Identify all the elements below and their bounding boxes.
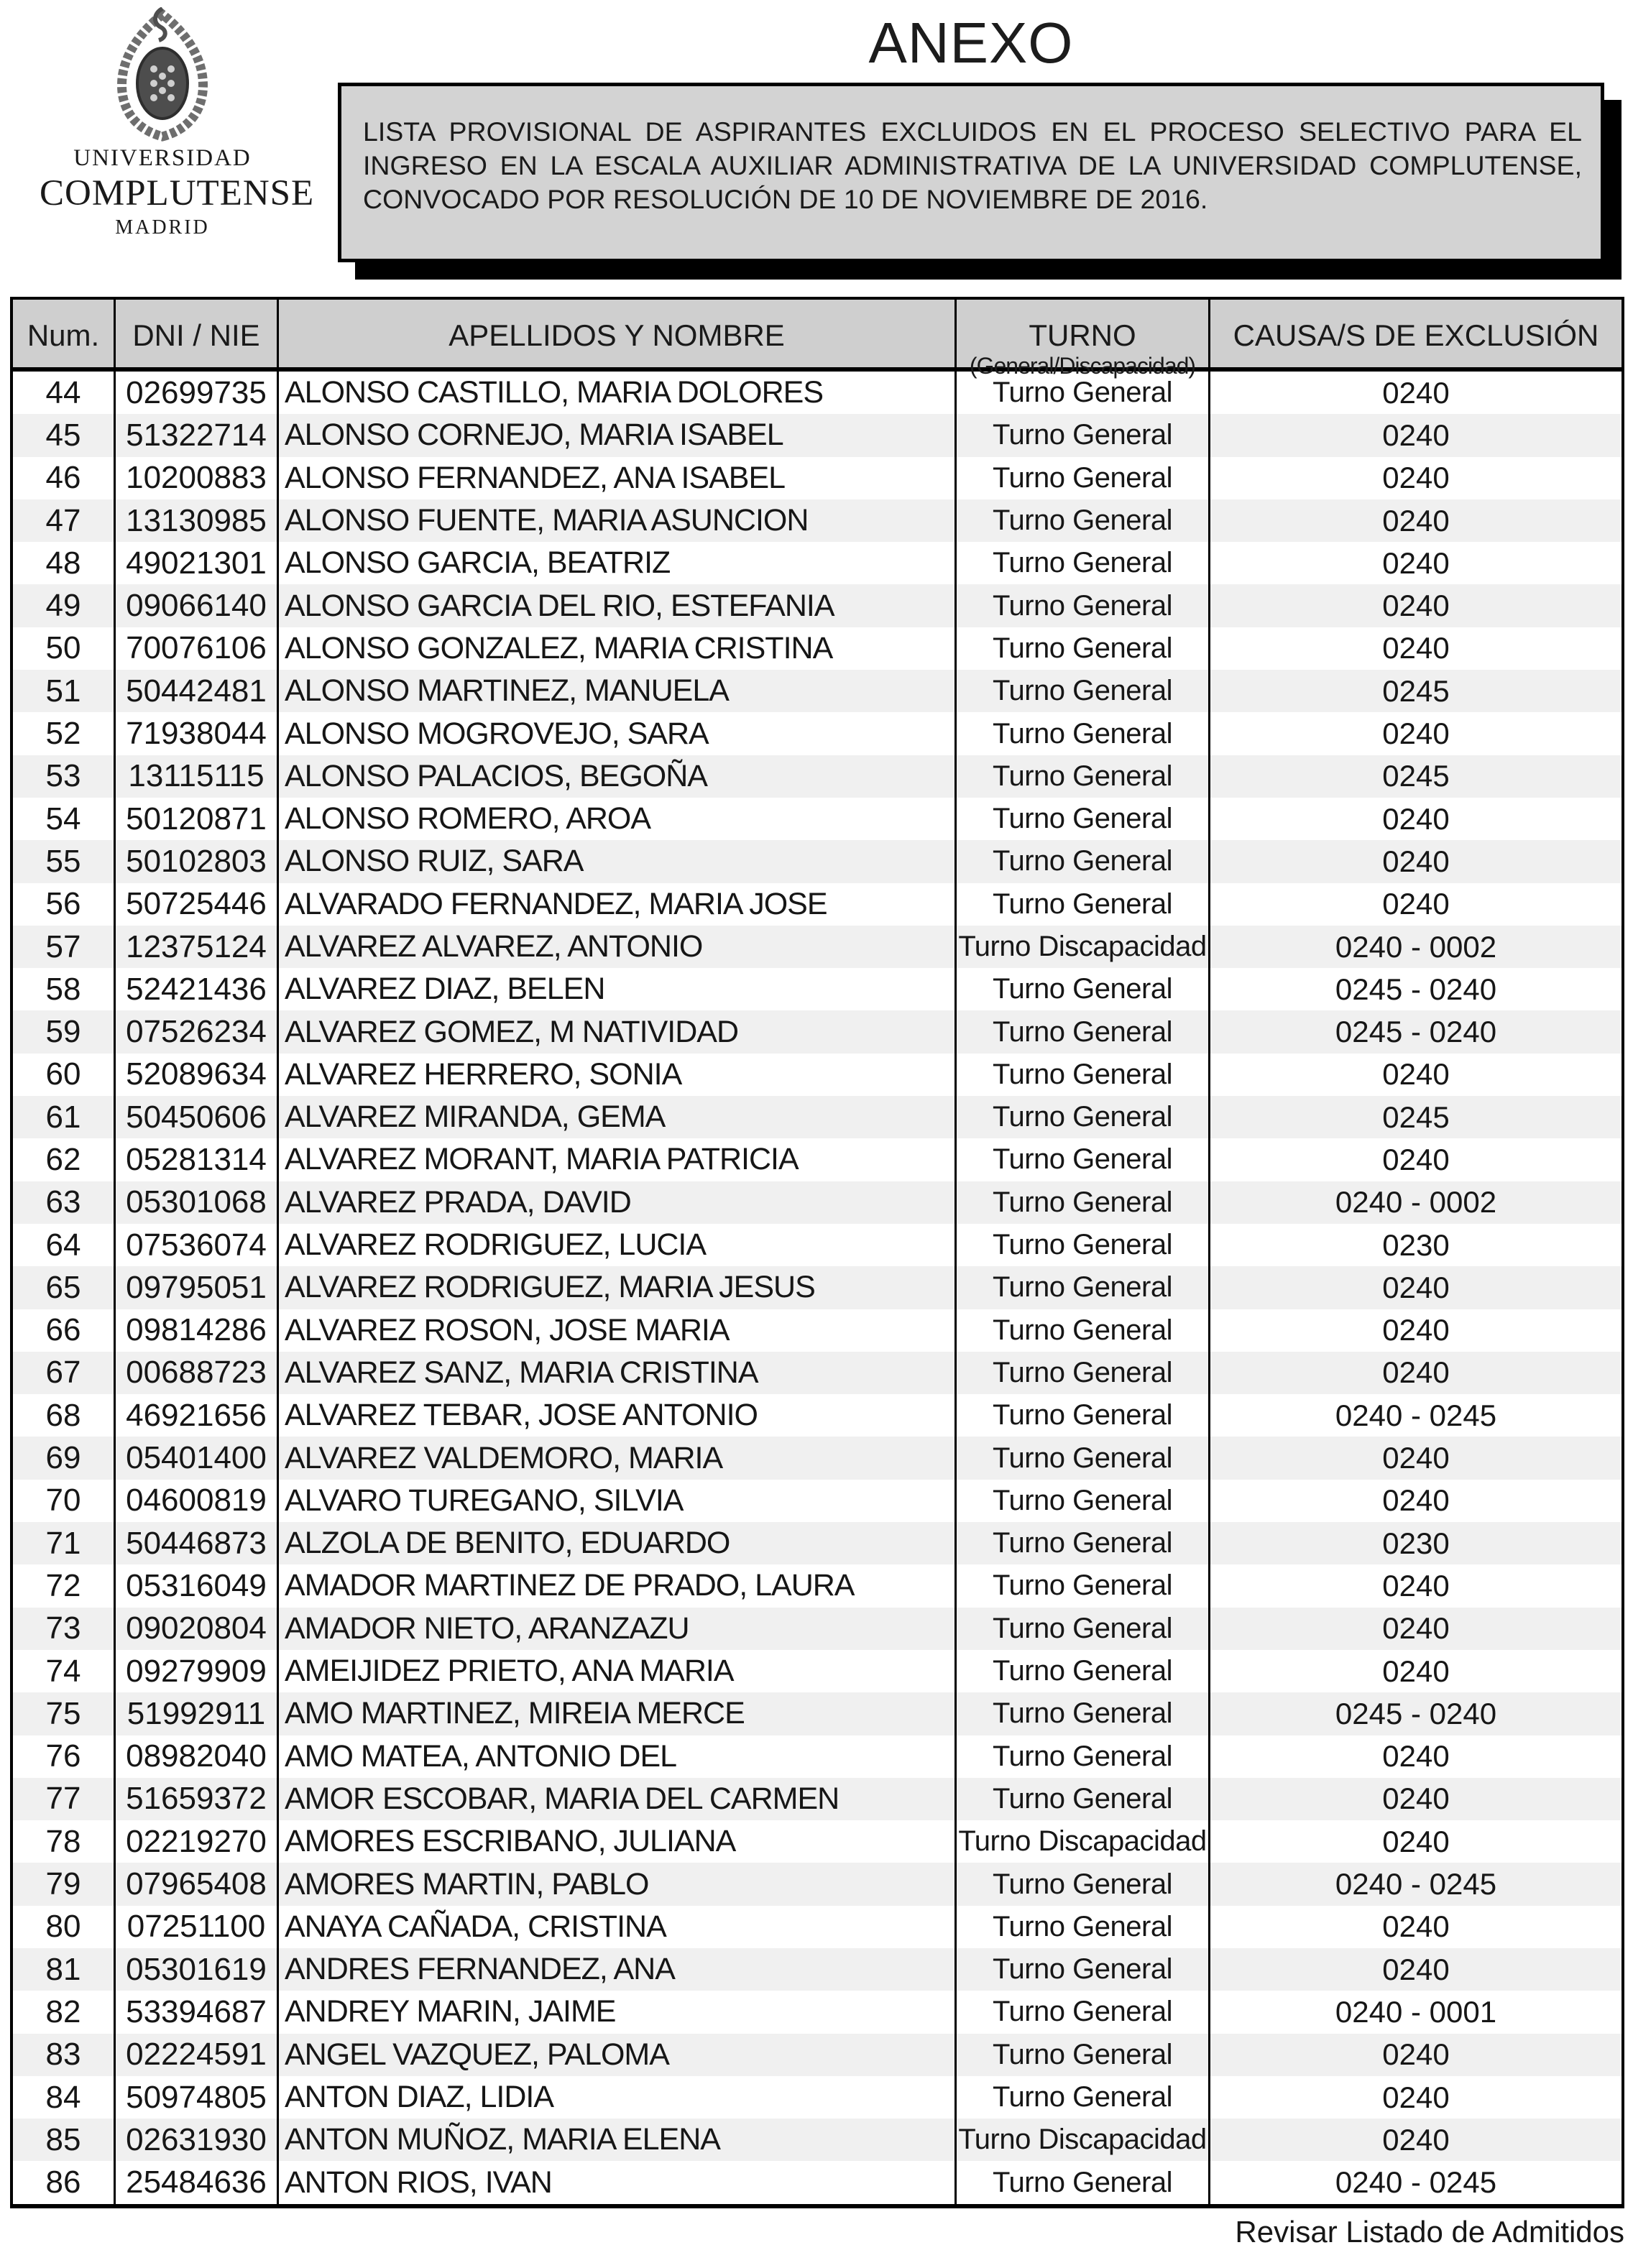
cell-turno: Turno General bbox=[954, 755, 1208, 798]
logo-text-madrid: MADRID bbox=[115, 216, 210, 239]
cell-name: AMEIJIDEZ PRIETO, ANA MARIA bbox=[277, 1650, 954, 1692]
cell-name: ALONSO FUENTE, MARIA ASUNCION bbox=[277, 499, 954, 542]
cell-name: ALVAREZ HERRERO, SONIA bbox=[277, 1054, 954, 1096]
cell-causa: 0240 bbox=[1208, 584, 1622, 627]
cell-causa: 0240 bbox=[1208, 798, 1622, 840]
header-num: Num. bbox=[27, 318, 100, 352]
cell-name: ALONSO MOGROVEJO, SARA bbox=[277, 712, 954, 755]
cell-num: 56 bbox=[45, 886, 81, 922]
cell-dni: 51322714 bbox=[114, 414, 277, 456]
table-row bbox=[13, 1266, 1622, 1309]
cell-name: AMADOR MARTINEZ DE PRADO, LAURA bbox=[277, 1564, 954, 1607]
table-row bbox=[13, 2119, 1622, 2161]
cell-dni: 09020804 bbox=[114, 1608, 277, 1650]
cell-dni: 07251100 bbox=[114, 1906, 277, 1948]
table-row bbox=[13, 372, 1622, 414]
cell-name: ALONSO MARTINEZ, MANUELA bbox=[277, 670, 954, 712]
cell-turno: Turno General bbox=[954, 1608, 1208, 1650]
cell-dni: 02219270 bbox=[114, 1820, 277, 1863]
cell-causa: 0240 bbox=[1208, 1735, 1622, 1778]
table-row bbox=[13, 798, 1622, 840]
cell-causa: 0240 bbox=[1208, 457, 1622, 499]
cell-turno: Turno General bbox=[954, 1863, 1208, 1905]
cell-dni: 07536074 bbox=[114, 1224, 277, 1266]
cell-turno: Turno General bbox=[954, 1224, 1208, 1266]
table-body bbox=[13, 372, 1622, 2204]
cell-dni: 50446873 bbox=[114, 1522, 277, 1564]
table-row bbox=[13, 1820, 1622, 1863]
cell-turno: Turno General bbox=[954, 2076, 1208, 2119]
cell-turno: Turno General bbox=[954, 584, 1208, 627]
cell-name: ANTON RIOS, IVAN bbox=[277, 2161, 954, 2203]
table-row bbox=[13, 1181, 1622, 1224]
cell-dni: 05316049 bbox=[114, 1564, 277, 1607]
table-row bbox=[13, 1735, 1622, 1778]
cell-num: 53 bbox=[45, 758, 81, 794]
cell-name: AMOR ESCOBAR, MARIA DEL CARMEN bbox=[277, 1778, 954, 1820]
cell-num: 73 bbox=[45, 1610, 81, 1646]
table-row bbox=[13, 926, 1622, 968]
cell-name: ANTON DIAZ, LIDIA bbox=[277, 2076, 954, 2119]
table-row bbox=[13, 2161, 1622, 2203]
cell-causa: 0245 - 0240 bbox=[1208, 1692, 1622, 1735]
cell-turno: Turno General bbox=[954, 1906, 1208, 1948]
cell-num: 55 bbox=[45, 843, 81, 879]
cell-dni: 13130985 bbox=[114, 499, 277, 542]
cell-dni: 71938044 bbox=[114, 712, 277, 755]
cell-causa: 0245 bbox=[1208, 755, 1622, 798]
cell-num: 59 bbox=[45, 1014, 81, 1050]
cell-causa: 0245 bbox=[1208, 670, 1622, 712]
cell-name: ALVAREZ VALDEMORO, MARIA bbox=[277, 1437, 954, 1479]
cell-name: ALVAREZ DIAZ, BELEN bbox=[277, 968, 954, 1010]
cell-num: 46 bbox=[45, 460, 81, 496]
table-row bbox=[13, 1692, 1622, 1735]
cell-turno: Turno General bbox=[954, 1309, 1208, 1352]
cell-causa: 0240 bbox=[1208, 627, 1622, 670]
cell-num: 68 bbox=[45, 1397, 81, 1433]
cell-causa: 0230 bbox=[1208, 1522, 1622, 1564]
cell-turno: Turno Discapacidad bbox=[954, 926, 1208, 968]
cell-causa: 0240 bbox=[1208, 1820, 1622, 1863]
cell-turno: Turno General bbox=[954, 840, 1208, 882]
table-row bbox=[13, 755, 1622, 798]
cell-turno: Turno General bbox=[954, 1010, 1208, 1053]
cell-num: 85 bbox=[45, 2121, 81, 2157]
notice-box bbox=[338, 83, 1604, 262]
cell-causa: 0240 bbox=[1208, 883, 1622, 926]
cell-causa: 0240 bbox=[1208, 1054, 1622, 1096]
header-name: APELLIDOS Y NOMBRE bbox=[277, 300, 954, 379]
cell-name: ALVAREZ RODRIGUEZ, MARIA JESUS bbox=[277, 1266, 954, 1309]
cell-dni: 05281314 bbox=[114, 1138, 277, 1181]
cell-dni: 09814286 bbox=[114, 1309, 277, 1352]
cell-turno: Turno General bbox=[954, 1266, 1208, 1309]
footer-link[interactable]: Revisar Listado de Admitidos bbox=[1235, 2215, 1624, 2249]
cell-dni: 51992911 bbox=[114, 1692, 277, 1735]
cell-causa: 0240 bbox=[1208, 542, 1622, 584]
cell-causa: 0245 - 0240 bbox=[1208, 1010, 1622, 1053]
table-row bbox=[13, 1096, 1622, 1138]
page-title: ANEXO bbox=[868, 11, 1074, 75]
cell-causa: 0240 - 0245 bbox=[1208, 2161, 1622, 2203]
cell-turno: Turno General bbox=[954, 1564, 1208, 1607]
table-row bbox=[13, 1480, 1622, 1522]
table-row bbox=[13, 1138, 1622, 1181]
cell-causa: 0240 bbox=[1208, 840, 1622, 882]
cell-num: 48 bbox=[45, 545, 81, 581]
cell-num: 80 bbox=[45, 1909, 81, 1945]
cell-num: 81 bbox=[45, 1951, 81, 1987]
cell-num: 45 bbox=[45, 417, 81, 453]
cell-causa: 0240 bbox=[1208, 1906, 1622, 1948]
table-row bbox=[13, 1564, 1622, 1607]
cell-num: 49 bbox=[45, 588, 81, 624]
logo-text-universidad: UNIVERSIDAD bbox=[73, 145, 252, 171]
cell-name: ALONSO PALACIOS, BEGOÑA bbox=[277, 755, 954, 798]
ucm-crest-icon bbox=[105, 7, 220, 142]
cell-causa: 0240 bbox=[1208, 414, 1622, 456]
cell-turno: Turno General bbox=[954, 1138, 1208, 1181]
cell-num: 54 bbox=[45, 801, 81, 836]
cell-num: 84 bbox=[45, 2079, 81, 2115]
cell-turno: Turno General bbox=[954, 1522, 1208, 1564]
table-row bbox=[13, 1608, 1622, 1650]
table-row bbox=[13, 840, 1622, 882]
cell-name: ALONSO GARCIA, BEATRIZ bbox=[277, 542, 954, 584]
cell-turno: Turno General bbox=[954, 457, 1208, 499]
cell-turno: Turno General bbox=[954, 1394, 1208, 1437]
cell-dni: 51659372 bbox=[114, 1778, 277, 1820]
cell-name: AMO MARTINEZ, MIREIA MERCE bbox=[277, 1692, 954, 1735]
cell-turno: Turno Discapacidad bbox=[954, 1820, 1208, 1863]
cell-dni: 05401400 bbox=[114, 1437, 277, 1479]
logo-text-complutense: COMPLUTENSE bbox=[40, 173, 315, 213]
cell-name: ALVARO TUREGANO, SILVIA bbox=[277, 1480, 954, 1522]
cell-causa: 0240 bbox=[1208, 1480, 1622, 1522]
cell-dni: 46921656 bbox=[114, 1394, 277, 1437]
cell-num: 62 bbox=[45, 1141, 81, 1177]
cell-causa: 0245 - 0240 bbox=[1208, 968, 1622, 1010]
cell-num: 77 bbox=[45, 1781, 81, 1817]
cell-turno: Turno General bbox=[954, 627, 1208, 670]
cell-causa: 0240 - 0002 bbox=[1208, 926, 1622, 968]
cell-causa: 0240 bbox=[1208, 712, 1622, 755]
cell-num: 66 bbox=[45, 1312, 81, 1348]
cell-num: 71 bbox=[45, 1525, 81, 1561]
cell-num: 51 bbox=[45, 673, 81, 709]
cell-causa: 0240 bbox=[1208, 1948, 1622, 1991]
cell-dni: 50450606 bbox=[114, 1096, 277, 1138]
cell-causa: 0240 bbox=[1208, 1138, 1622, 1181]
cell-name: AMADOR NIETO, ARANZAZU bbox=[277, 1608, 954, 1650]
table-row bbox=[13, 1309, 1622, 1352]
cell-causa: 0240 - 0245 bbox=[1208, 1394, 1622, 1437]
cell-dni: 07526234 bbox=[114, 1010, 277, 1053]
table-row bbox=[13, 457, 1622, 499]
cell-dni: 52089634 bbox=[114, 1054, 277, 1096]
cell-dni: 02699735 bbox=[114, 372, 277, 414]
header-turno: TURNO (General/Discapacidad) bbox=[954, 300, 1208, 379]
table-row bbox=[13, 968, 1622, 1010]
cell-turno: Turno General bbox=[954, 1991, 1208, 2033]
cell-dni: 09279909 bbox=[114, 1650, 277, 1692]
cell-num: 65 bbox=[45, 1269, 81, 1305]
cell-name: ALVAREZ TEBAR, JOSE ANTONIO bbox=[277, 1394, 954, 1437]
cell-num: 75 bbox=[45, 1695, 81, 1731]
cell-dni: 13115115 bbox=[114, 755, 277, 798]
table-row bbox=[13, 1352, 1622, 1394]
table-row bbox=[13, 1906, 1622, 1948]
cell-name: ALVAREZ PRADA, DAVID bbox=[277, 1181, 954, 1224]
cell-dni: 05301068 bbox=[114, 1181, 277, 1224]
table-row bbox=[13, 627, 1622, 670]
cell-dni: 07965408 bbox=[114, 1863, 277, 1905]
cell-turno: Turno General bbox=[954, 1948, 1208, 1991]
cell-causa: 0240 bbox=[1208, 1309, 1622, 1352]
cell-causa: 0240 - 0001 bbox=[1208, 1991, 1622, 2033]
table-row bbox=[13, 1863, 1622, 1905]
cell-dni: 70076106 bbox=[114, 627, 277, 670]
table-row bbox=[13, 1010, 1622, 1053]
cell-name: ALVARADO FERNANDEZ, MARIA JOSE bbox=[277, 883, 954, 926]
cell-causa: 0240 bbox=[1208, 1352, 1622, 1394]
cell-causa: 0240 bbox=[1208, 1778, 1622, 1820]
cell-num: 69 bbox=[45, 1440, 81, 1476]
cell-name: AMO MATEA, ANTONIO DEL bbox=[277, 1735, 954, 1778]
cell-turno: Turno General bbox=[954, 372, 1208, 414]
cell-turno: Turno General bbox=[954, 670, 1208, 712]
cell-dni: 10200883 bbox=[114, 457, 277, 499]
cell-name: ALVAREZ MIRANDA, GEMA bbox=[277, 1096, 954, 1138]
cell-causa: 0240 bbox=[1208, 499, 1622, 542]
cell-num: 86 bbox=[45, 2165, 81, 2200]
notice-line: CONVOCADO POR RESOLUCIÓN DE 10 DE NOVIEMBRE DE 2016. bbox=[363, 184, 1208, 214]
cell-num: 78 bbox=[45, 1823, 81, 1859]
ucm-logo bbox=[40, 7, 315, 239]
cell-dni: 53394687 bbox=[114, 1991, 277, 2033]
cell-causa: 0240 bbox=[1208, 1266, 1622, 1309]
cell-num: 63 bbox=[45, 1184, 81, 1220]
table-row bbox=[13, 1650, 1622, 1692]
table-row bbox=[13, 670, 1622, 712]
cell-name: ALVAREZ ALVAREZ, ANTONIO bbox=[277, 926, 954, 968]
cell-name: ALZOLA DE BENITO, EDUARDO bbox=[277, 1522, 954, 1564]
table-row bbox=[13, 1522, 1622, 1564]
table-row bbox=[13, 1778, 1622, 1820]
cell-dni: 50102803 bbox=[114, 840, 277, 882]
cell-dni: 08982040 bbox=[114, 1735, 277, 1778]
cell-turno: Turno General bbox=[954, 499, 1208, 542]
cell-dni: 09795051 bbox=[114, 1266, 277, 1309]
cell-num: 60 bbox=[45, 1056, 81, 1092]
cell-name: ALVAREZ GOMEZ, M NATIVIDAD bbox=[277, 1010, 954, 1053]
excluded-candidates-table bbox=[10, 297, 1624, 2208]
cell-turno: Turno General bbox=[954, 2034, 1208, 2076]
cell-name: ALVAREZ ROSON, JOSE MARIA bbox=[277, 1309, 954, 1352]
cell-causa: 0240 bbox=[1208, 2119, 1622, 2161]
table-row bbox=[13, 1394, 1622, 1437]
cell-num: 64 bbox=[45, 1227, 81, 1263]
cell-num: 82 bbox=[45, 1993, 81, 2029]
cell-dni: 02224591 bbox=[114, 2034, 277, 2076]
cell-dni: 50442481 bbox=[114, 670, 277, 712]
table-row bbox=[13, 499, 1622, 542]
cell-name: ANTON MUÑOZ, MARIA ELENA bbox=[277, 2119, 954, 2161]
cell-causa: 0240 bbox=[1208, 1564, 1622, 1607]
cell-name: ALONSO ROMERO, AROA bbox=[277, 798, 954, 840]
cell-dni: 50120871 bbox=[114, 798, 277, 840]
cell-turno: Turno General bbox=[954, 1692, 1208, 1735]
cell-num: 76 bbox=[45, 1738, 81, 1774]
cell-causa: 0240 bbox=[1208, 1437, 1622, 1479]
cell-dni: 49021301 bbox=[114, 542, 277, 584]
cell-turno: Turno General bbox=[954, 1778, 1208, 1820]
cell-name: AMORES ESCRIBANO, JULIANA bbox=[277, 1820, 954, 1863]
notice-line: INGRESO EN LA ESCALA AUXILIAR ADMINISTRATIVA DE LA UNIVERSIDAD COMPLUTENSE, bbox=[363, 150, 1582, 180]
cell-dni: 50725446 bbox=[114, 883, 277, 926]
cell-dni: 02631930 bbox=[114, 2119, 277, 2161]
cell-causa: 0245 bbox=[1208, 1096, 1622, 1138]
cell-name: ALVAREZ MORANT, MARIA PATRICIA bbox=[277, 1138, 954, 1181]
cell-dni: 00688723 bbox=[114, 1352, 277, 1394]
cell-causa: 0230 bbox=[1208, 1224, 1622, 1266]
cell-name: ALONSO GONZALEZ, MARIA CRISTINA bbox=[277, 627, 954, 670]
cell-dni: 50974805 bbox=[114, 2076, 277, 2119]
cell-dni: 25484636 bbox=[114, 2161, 277, 2203]
table-header-row bbox=[13, 300, 1622, 379]
table-row bbox=[13, 1991, 1622, 2033]
cell-num: 44 bbox=[45, 374, 81, 410]
cell-name: ANGEL VAZQUEZ, PALOMA bbox=[277, 2034, 954, 2076]
table-row bbox=[13, 1948, 1622, 1991]
cell-turno: Turno General bbox=[954, 1352, 1208, 1394]
cell-num: 72 bbox=[45, 1567, 81, 1603]
cell-turno: Turno General bbox=[954, 883, 1208, 926]
cell-name: ANDREY MARIN, JAIME bbox=[277, 1991, 954, 2033]
cell-turno: Turno Discapacidad bbox=[954, 2119, 1208, 2161]
cell-num: 50 bbox=[45, 630, 81, 666]
cell-num: 58 bbox=[45, 971, 81, 1007]
table-row bbox=[13, 1224, 1622, 1266]
cell-num: 52 bbox=[45, 716, 81, 752]
cell-dni: 09066140 bbox=[114, 584, 277, 627]
cell-name: ANAYA CAÑADA, CRISTINA bbox=[277, 1906, 954, 1948]
cell-dni: 05301619 bbox=[114, 1948, 277, 1991]
cell-num: 83 bbox=[45, 2037, 81, 2073]
cell-turno: Turno General bbox=[954, 1735, 1208, 1778]
table-row bbox=[13, 2034, 1622, 2076]
cell-turno: Turno General bbox=[954, 1650, 1208, 1692]
cell-name: ALONSO RUIZ, SARA bbox=[277, 840, 954, 882]
table-row bbox=[13, 712, 1622, 755]
cell-turno: Turno General bbox=[954, 968, 1208, 1010]
header-causa: CAUSA/S DE EXCLUSIÓN bbox=[1208, 300, 1622, 379]
table-row bbox=[13, 414, 1622, 456]
cell-num: 61 bbox=[45, 1099, 81, 1135]
cell-turno: Turno General bbox=[954, 1181, 1208, 1224]
cell-name: AMORES MARTIN, PABLO bbox=[277, 1863, 954, 1905]
cell-num: 67 bbox=[45, 1355, 81, 1391]
cell-turno: Turno General bbox=[954, 1437, 1208, 1479]
cell-turno: Turno General bbox=[954, 2161, 1208, 2203]
cell-num: 57 bbox=[45, 928, 81, 964]
cell-causa: 0240 bbox=[1208, 2034, 1622, 2076]
cell-causa: 0240 bbox=[1208, 2076, 1622, 2119]
table-row bbox=[13, 1437, 1622, 1479]
cell-turno: Turno General bbox=[954, 1096, 1208, 1138]
table-row bbox=[13, 542, 1622, 584]
cell-num: 70 bbox=[45, 1483, 81, 1518]
header-turno-sub: (General/Discapacidad) bbox=[969, 353, 1196, 379]
cell-name: ALVAREZ RODRIGUEZ, LUCIA bbox=[277, 1224, 954, 1266]
cell-turno: Turno General bbox=[954, 798, 1208, 840]
cell-causa: 0240 bbox=[1208, 1650, 1622, 1692]
cell-causa: 0240 bbox=[1208, 1608, 1622, 1650]
cell-name: ALONSO FERNANDEZ, ANA ISABEL bbox=[277, 457, 954, 499]
cell-turno: Turno General bbox=[954, 712, 1208, 755]
cell-turno: Turno General bbox=[954, 1480, 1208, 1522]
cell-name: ALONSO CASTILLO, MARIA DOLORES bbox=[277, 372, 954, 414]
cell-turno: Turno General bbox=[954, 1054, 1208, 1096]
cell-dni: 04600819 bbox=[114, 1480, 277, 1522]
cell-name: ANDRES FERNANDEZ, ANA bbox=[277, 1948, 954, 1991]
cell-causa: 0240 bbox=[1208, 372, 1622, 414]
cell-name: ALONSO CORNEJO, MARIA ISABEL bbox=[277, 414, 954, 456]
cell-dni: 12375124 bbox=[114, 926, 277, 968]
notice-line: LISTA PROVISIONAL DE ASPIRANTES EXCLUIDOS EN EL PROCESO SELECTIVO PARA EL bbox=[363, 116, 1582, 147]
table-row bbox=[13, 2076, 1622, 2119]
header-dni: DNI / NIE bbox=[114, 300, 277, 379]
cell-name: ALVAREZ SANZ, MARIA CRISTINA bbox=[277, 1352, 954, 1394]
table-row bbox=[13, 883, 1622, 926]
cell-num: 79 bbox=[45, 1866, 81, 1902]
cell-name: ALONSO GARCIA DEL RIO, ESTEFANIA bbox=[277, 584, 954, 627]
table-row bbox=[13, 1054, 1622, 1096]
cell-num: 74 bbox=[45, 1653, 81, 1689]
cell-turno: Turno General bbox=[954, 542, 1208, 584]
table-row bbox=[13, 584, 1622, 627]
cell-num: 47 bbox=[45, 502, 81, 538]
cell-causa: 0240 - 0245 bbox=[1208, 1863, 1622, 1905]
cell-turno: Turno General bbox=[954, 414, 1208, 456]
cell-dni: 52421436 bbox=[114, 968, 277, 1010]
cell-causa: 0240 - 0002 bbox=[1208, 1181, 1622, 1224]
